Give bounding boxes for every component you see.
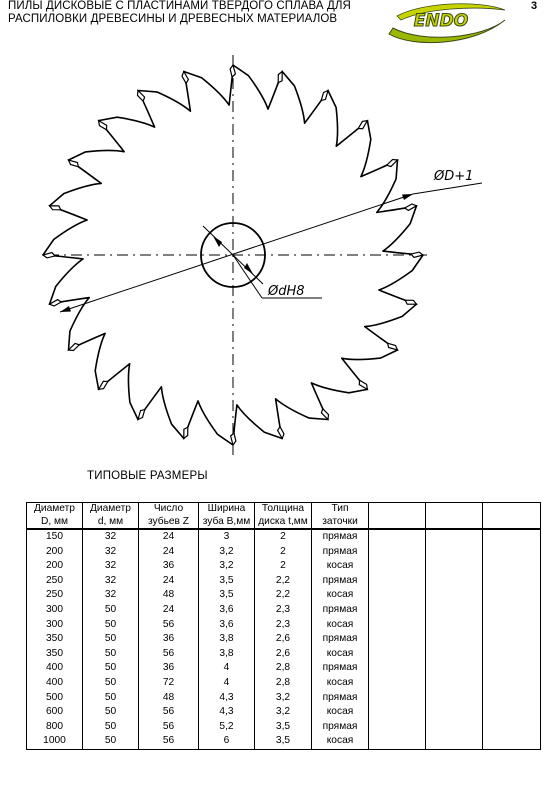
table-caption: ТИПОВЫЕ РАЗМЕРЫ xyxy=(87,470,208,482)
table-cell xyxy=(483,734,541,749)
table-cell: 2,3 xyxy=(255,618,312,633)
table-cell xyxy=(426,705,483,720)
table-cell: 24 xyxy=(139,545,199,560)
table-cell: 2 xyxy=(255,545,312,560)
table-cell xyxy=(369,559,426,574)
table-cell: 3,5 xyxy=(199,574,255,589)
table-cell xyxy=(483,559,541,574)
table-cell: 400 xyxy=(27,661,83,676)
table-cell xyxy=(426,720,483,735)
table-cell: 72 xyxy=(139,676,199,691)
column-header xyxy=(27,503,83,530)
table-cell: 2,2 xyxy=(255,588,312,603)
carbide-tip xyxy=(321,91,328,101)
table-cell xyxy=(483,545,541,560)
table-row xyxy=(27,647,541,662)
table-cell: прямая xyxy=(312,632,369,647)
table-cell xyxy=(426,661,483,676)
sizes-table xyxy=(26,502,541,750)
column-header-line1: Ширина xyxy=(207,503,246,514)
column-header-line2: D, мм xyxy=(40,515,69,527)
table-cell xyxy=(483,574,541,589)
column-header-line2: диска t,мм xyxy=(258,515,308,527)
column-header xyxy=(483,503,541,530)
carbide-tip xyxy=(278,72,282,83)
table-cell: 300 xyxy=(27,603,83,618)
table-header-row xyxy=(27,503,541,530)
table-cell: косая xyxy=(312,588,369,603)
table-cell: 50 xyxy=(83,720,139,735)
table-row xyxy=(27,734,541,749)
column-header xyxy=(312,503,369,530)
table-cell: 3 xyxy=(199,529,255,545)
table-cell: 200 xyxy=(27,559,83,574)
column-header xyxy=(199,503,255,530)
page-title xyxy=(8,0,388,26)
table-body xyxy=(27,529,541,749)
table-cell: 32 xyxy=(83,559,139,574)
table-cell: 50 xyxy=(83,618,139,633)
table-row xyxy=(27,559,541,574)
inner-diameter-label: ØdH8 xyxy=(268,284,305,299)
table-cell: прямая xyxy=(312,574,369,589)
table-cell xyxy=(369,691,426,706)
table-cell: 3,2 xyxy=(255,691,312,706)
saw-blade-drawing xyxy=(0,48,554,468)
table-cell: 250 xyxy=(27,588,83,603)
table-row xyxy=(27,603,541,618)
carbide-tip xyxy=(387,160,398,167)
table-cell: 2,3 xyxy=(255,603,312,618)
carbide-tip xyxy=(69,160,79,167)
column-header-line1: Диаметр xyxy=(90,503,131,514)
outer-diameter-line xyxy=(60,194,413,312)
table-cell: прямая xyxy=(312,529,369,545)
column-header-line2: зуба B,мм xyxy=(202,515,251,527)
table-cell xyxy=(426,647,483,662)
table-cell: 56 xyxy=(139,705,199,720)
table-cell: 5,2 xyxy=(199,720,255,735)
table-cell: прямая xyxy=(312,661,369,676)
table-cell xyxy=(483,720,541,735)
table-cell xyxy=(369,632,426,647)
table-cell xyxy=(369,661,426,676)
table-cell xyxy=(426,588,483,603)
table-cell: 400 xyxy=(27,676,83,691)
logo-text: ENDO xyxy=(413,11,469,31)
carbide-tip xyxy=(50,206,61,210)
table-cell xyxy=(369,574,426,589)
table-row xyxy=(27,574,541,589)
table-cell: 6 xyxy=(199,734,255,749)
table-row xyxy=(27,720,541,735)
table-cell: 3,5 xyxy=(255,720,312,735)
table-cell: 50 xyxy=(83,661,139,676)
column-header-line1: Тип xyxy=(331,503,349,514)
outer-diameter-label: ØD+1 xyxy=(434,169,474,184)
arrow-outer-left xyxy=(60,306,71,312)
column-header xyxy=(426,503,483,530)
table-cell: 3,5 xyxy=(199,588,255,603)
page-number: 3 xyxy=(531,0,538,12)
table-cell xyxy=(483,661,541,676)
table-cell xyxy=(483,632,541,647)
table-cell: 50 xyxy=(83,705,139,720)
column-header xyxy=(255,503,312,530)
table-cell: 3,6 xyxy=(199,618,255,633)
table-cell xyxy=(426,603,483,618)
table-cell xyxy=(483,705,541,720)
table-cell xyxy=(369,705,426,720)
table-cell: 3,2 xyxy=(255,705,312,720)
table-cell: косая xyxy=(312,676,369,691)
table-cell: 50 xyxy=(83,647,139,662)
carbide-tip xyxy=(405,300,416,304)
carbide-tip xyxy=(138,91,145,102)
table-cell: 50 xyxy=(83,734,139,749)
table-cell: 150 xyxy=(27,529,83,545)
table-cell xyxy=(369,588,426,603)
table-cell: прямая xyxy=(312,545,369,560)
table-cell xyxy=(369,603,426,618)
table-cell xyxy=(483,691,541,706)
table-cell: 3,6 xyxy=(199,603,255,618)
table-cell: косая xyxy=(312,734,369,749)
table-cell: 32 xyxy=(83,529,139,545)
table-cell xyxy=(369,720,426,735)
table-cell: 32 xyxy=(83,574,139,589)
table-row xyxy=(27,588,541,603)
table-cell: 50 xyxy=(83,603,139,618)
table-cell: 2,2 xyxy=(255,574,312,589)
column-header-line2: заточки xyxy=(322,515,358,527)
table-cell: 4 xyxy=(199,661,255,676)
table-cell: прямая xyxy=(312,603,369,618)
carbide-tip xyxy=(69,343,80,350)
table-cell: 32 xyxy=(83,545,139,560)
table-cell: 4 xyxy=(199,676,255,691)
table-cell: 2,6 xyxy=(255,632,312,647)
arrow-outer-right xyxy=(402,194,413,200)
carbide-tip xyxy=(359,380,367,389)
table-cell xyxy=(483,529,541,545)
table-cell xyxy=(369,734,426,749)
table-cell xyxy=(426,574,483,589)
table-cell xyxy=(369,529,426,545)
column-header-line1: Толщина xyxy=(261,503,305,514)
table-cell: 2,8 xyxy=(255,661,312,676)
table-cell: косая xyxy=(312,618,369,633)
column-header xyxy=(369,503,426,530)
table-cell xyxy=(369,545,426,560)
table-cell: 48 xyxy=(139,588,199,603)
table-cell: 4,3 xyxy=(199,705,255,720)
table-cell: 3,2 xyxy=(199,545,255,560)
table-cell: 350 xyxy=(27,647,83,662)
table-cell: косая xyxy=(312,647,369,662)
table-cell: 3,5 xyxy=(255,734,312,749)
column-header-line1: Диаметр xyxy=(34,503,75,514)
table-cell xyxy=(483,603,541,618)
table-cell: 56 xyxy=(139,647,199,662)
carbide-tip xyxy=(388,343,398,350)
table-cell: 50 xyxy=(83,691,139,706)
table-cell: 3,8 xyxy=(199,647,255,662)
carbide-tip xyxy=(99,381,108,389)
table-cell xyxy=(426,545,483,560)
table-cell xyxy=(426,676,483,691)
table-cell: 50 xyxy=(83,676,139,691)
table-cell: 600 xyxy=(27,705,83,720)
table-cell xyxy=(426,734,483,749)
table-cell: 56 xyxy=(139,734,199,749)
table-cell: 250 xyxy=(27,574,83,589)
title-line-2: РАСПИЛОВКИ ДРЕВЕСИНЫ И ДРЕВЕСНЫХ МАТЕРИАЛОВ xyxy=(8,13,338,25)
table-cell: 48 xyxy=(139,691,199,706)
table-cell: 1000 xyxy=(27,734,83,749)
table-cell: 2,6 xyxy=(255,647,312,662)
table-cell: 4,3 xyxy=(199,691,255,706)
table-cell xyxy=(426,632,483,647)
carbide-tip xyxy=(321,409,328,420)
table-cell: 24 xyxy=(139,574,199,589)
table-cell xyxy=(426,691,483,706)
table-cell xyxy=(369,618,426,633)
table-cell: прямая xyxy=(312,720,369,735)
table-cell: косая xyxy=(312,705,369,720)
table-cell: 24 xyxy=(139,529,199,545)
table-cell: 2,8 xyxy=(255,676,312,691)
table-cell: косая xyxy=(312,559,369,574)
center-lines xyxy=(48,55,430,455)
table-cell: прямая xyxy=(312,691,369,706)
outer-diameter-leader xyxy=(413,183,482,194)
table-cell: 50 xyxy=(83,632,139,647)
table-cell xyxy=(483,647,541,662)
table-row xyxy=(27,691,541,706)
carbide-tip xyxy=(138,410,145,420)
table-cell xyxy=(369,676,426,691)
table-cell xyxy=(483,618,541,633)
table-row xyxy=(27,705,541,720)
table-row xyxy=(27,676,541,691)
column-header xyxy=(139,503,199,530)
table-row xyxy=(27,632,541,647)
table-cell: 32 xyxy=(83,588,139,603)
endo-logo xyxy=(383,0,511,46)
column-header-line2: d, мм xyxy=(97,515,124,527)
table-cell xyxy=(426,618,483,633)
table-cell: 3,8 xyxy=(199,632,255,647)
table-cell: 2 xyxy=(255,559,312,574)
table-cell xyxy=(483,676,541,691)
table-cell: 56 xyxy=(139,618,199,633)
table-cell: 800 xyxy=(27,720,83,735)
table-cell xyxy=(369,647,426,662)
carbide-tip xyxy=(184,427,188,438)
carbide-tip xyxy=(358,121,367,129)
table-row xyxy=(27,529,541,545)
column-header-line1: Число xyxy=(153,503,184,514)
table-cell: 2 xyxy=(255,529,312,545)
table-row xyxy=(27,618,541,633)
title-line-1: ПИЛЫ ДИСКОВЫЕ С ПЛАСТИНАМИ ТВЕРДОГО СПЛАВА ДЛЯ xyxy=(8,0,351,12)
table-cell xyxy=(483,588,541,603)
table-cell: 36 xyxy=(139,661,199,676)
table-cell: 500 xyxy=(27,691,83,706)
table-cell: 300 xyxy=(27,618,83,633)
column-header-line2: зубьев Z xyxy=(147,515,190,527)
table-cell: 36 xyxy=(139,632,199,647)
table-cell: 56 xyxy=(139,720,199,735)
table-cell: 350 xyxy=(27,632,83,647)
table-cell: 200 xyxy=(27,545,83,560)
table-cell: 24 xyxy=(139,603,199,618)
table-cell: 3,2 xyxy=(199,559,255,574)
table-row xyxy=(27,661,541,676)
table-cell xyxy=(426,559,483,574)
table-cell xyxy=(426,529,483,545)
table-row xyxy=(27,545,541,560)
column-header xyxy=(83,503,139,530)
carbide-tip xyxy=(99,121,107,130)
table-cell: 36 xyxy=(139,559,199,574)
